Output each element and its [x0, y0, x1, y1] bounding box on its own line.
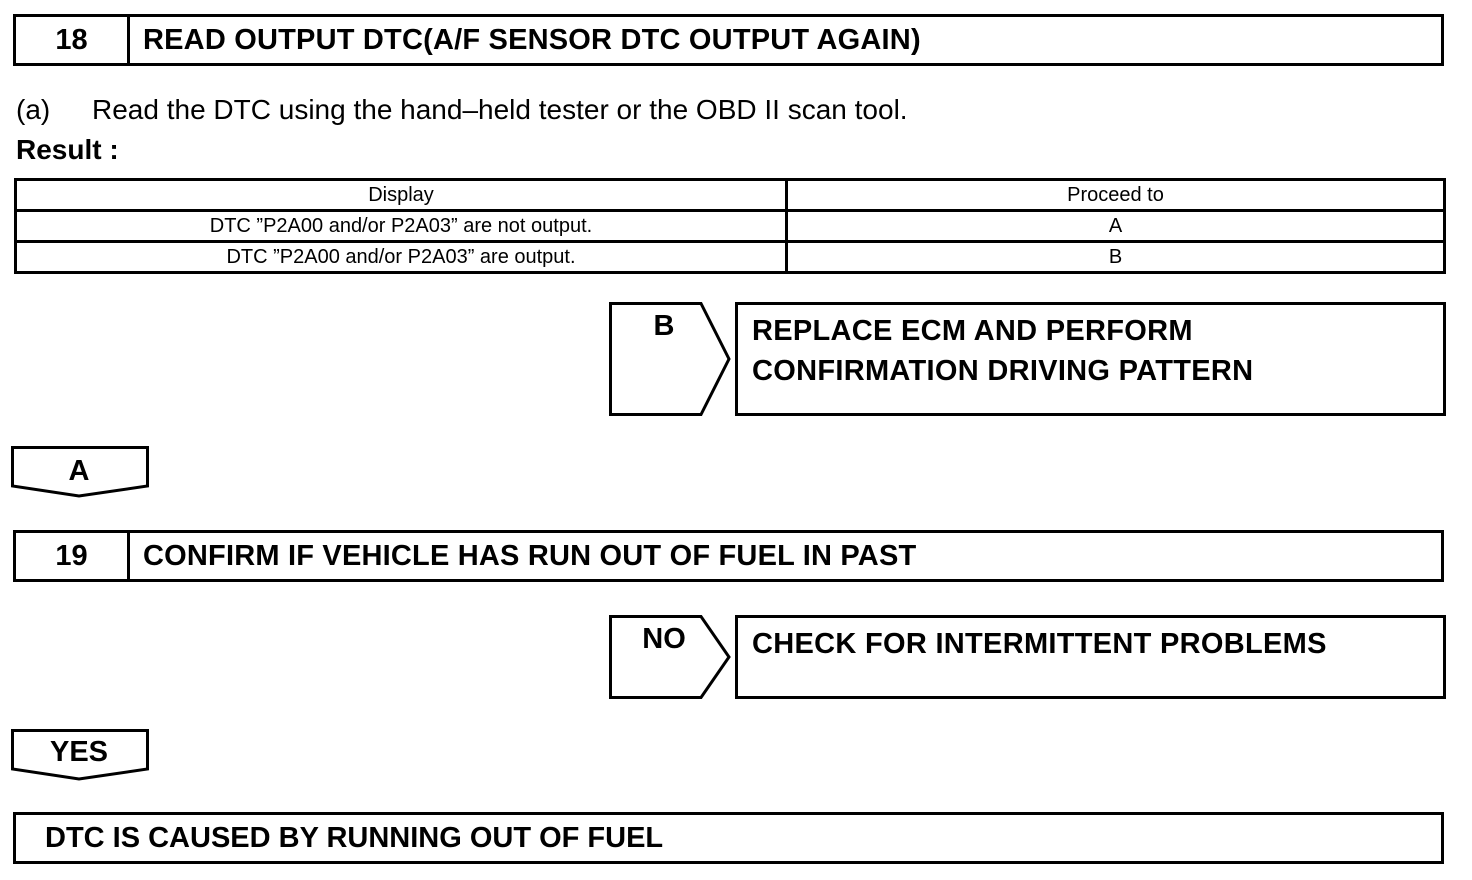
instruction-marker: (a)	[16, 94, 51, 125]
down-yes-tab	[11, 729, 151, 785]
result-label: Result :	[16, 134, 119, 165]
down-a-tab	[11, 446, 151, 502]
table-cell: DTC ”P2A00 and/or P2A03” are output.	[16, 242, 787, 273]
table-cell: A	[787, 211, 1445, 242]
table-header-row	[16, 180, 1445, 211]
step-number: 19	[16, 533, 130, 579]
table-cell: B	[787, 242, 1445, 273]
table-row	[16, 211, 1445, 242]
result-table	[14, 178, 1446, 274]
action-text-line: CHECK FOR INTERMITTENT PROBLEMS	[752, 628, 1327, 660]
down-yes-label: YES	[49, 736, 109, 768]
final-result-box	[13, 812, 1444, 864]
step-18-header	[13, 14, 1444, 66]
action-text-line: CONFIRMATION DRIVING PATTERN	[752, 355, 1254, 387]
branch-no-action-box	[735, 615, 1446, 699]
instruction-text: Read the DTC using the hand–held tester or the OBD II scan tool.	[92, 94, 908, 125]
down-a-label: A	[68, 455, 90, 487]
branch-no-label: NO	[642, 623, 686, 655]
step-title: CONFIRM IF VEHICLE HAS RUN OUT OF FUEL IN PAST	[143, 539, 917, 572]
branch-b-action-box	[735, 302, 1446, 416]
step-number: 18	[16, 17, 130, 63]
step-19-header	[13, 530, 1444, 582]
table-cell: DTC ”P2A00 and/or P2A03” are not output.	[16, 211, 787, 242]
table-header-display: Display	[16, 180, 787, 211]
table-row	[16, 242, 1445, 273]
step-title: READ OUTPUT DTC(A/F SENSOR DTC OUTPUT AGAIN)	[143, 23, 921, 56]
final-result-text: DTC IS CAUSED BY RUNNING OUT OF FUEL	[45, 821, 664, 854]
branch-b-tab	[609, 302, 733, 416]
table-header-proceed: Proceed to	[787, 180, 1445, 211]
branch-no-tab	[609, 615, 733, 699]
instruction-line	[16, 94, 908, 126]
action-text-line: REPLACE ECM AND PERFORM	[752, 315, 1193, 347]
branch-b-label: B	[653, 310, 675, 342]
